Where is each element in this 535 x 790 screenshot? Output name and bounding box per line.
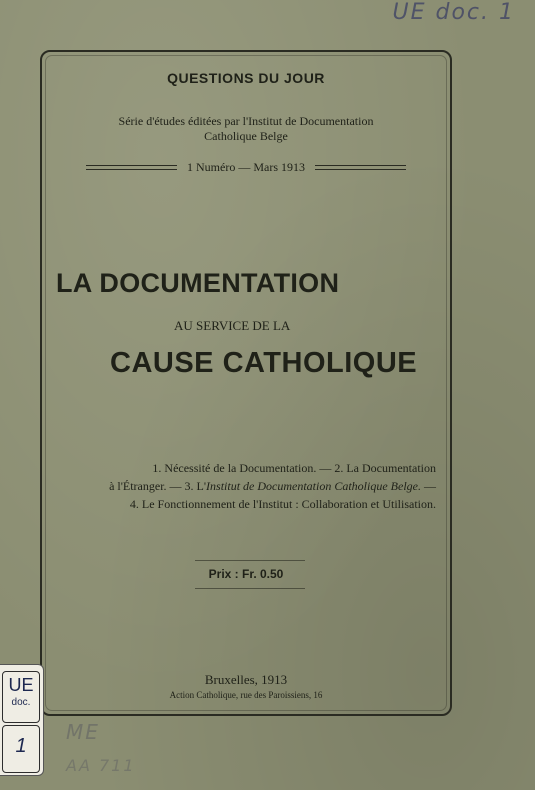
contents-line-1: 1. Nécessité de la Documentation. — 2. La Documentation (152, 461, 436, 475)
library-label-box-bottom (2, 725, 40, 773)
contents-line-2-institute: Institut de Documentation Catholique Belge. (206, 479, 421, 493)
issue-row (86, 159, 406, 175)
cover-inner-border (45, 55, 447, 711)
library-label-doc: doc. (11, 697, 31, 708)
price-rule-bottom (195, 588, 305, 589)
contents-line-2 (56, 477, 436, 495)
publication-place-date: Bruxelles, 1913 (204, 672, 288, 687)
contents-line-2-start: à l'Étranger. — 3. L' (109, 479, 207, 493)
faint-pencil-mark-2: AA 711 (66, 756, 136, 775)
main-subtitle: CAUSE CATHOLIQUE (110, 347, 418, 379)
library-label (0, 664, 44, 776)
issue-rule-right (315, 165, 406, 170)
price-rule-top (195, 560, 305, 561)
publisher-address: Action Catholique, rue des Paroissiens, 16 (169, 690, 323, 700)
price: Prix : Fr. 0.50 (208, 567, 284, 581)
contents-line-3: 4. Le Fonctionnement de l'Institut : Collaboration et Utilisation. (129, 497, 436, 511)
contents-line-2-end: — (421, 479, 436, 493)
issue-number: 1 Numéro — Mars 1913 (187, 159, 305, 174)
title-connector: AU SERVICE DE LA (174, 318, 291, 333)
series-subtitle (40, 114, 452, 144)
table-of-contents (56, 459, 436, 513)
library-label-number: 1 (15, 735, 27, 757)
library-label-box-top (2, 671, 40, 723)
series-title: QUESTIONS DU JOUR (167, 70, 325, 86)
series-subtitle-line1: Série d'études éditées par l'Institut de Documentation (118, 114, 374, 128)
series-subtitle-line2: Catholique Belge (204, 129, 288, 143)
handwritten-shelfmark: UE doc. 1 (392, 0, 515, 25)
faint-pencil-mark: ME (66, 720, 100, 744)
issue-rule-left (86, 165, 177, 170)
main-title: LA DOCUMENTATION (56, 268, 340, 298)
library-label-code: UE (8, 675, 34, 695)
